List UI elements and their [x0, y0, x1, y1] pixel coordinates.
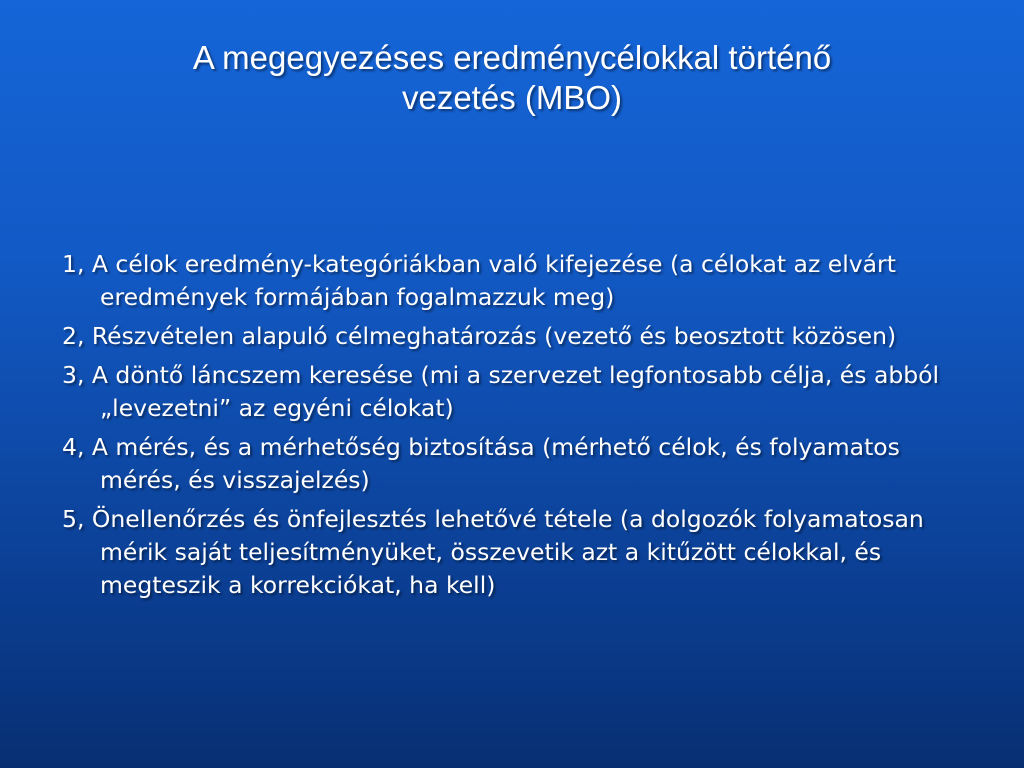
list-item: 4, A mérés, és a mérhetőség biztosítása (mérhető célok, és folyamatos mérés, és visszajelzés) — [62, 433, 900, 494]
slide-title-line-1: A megegyezéses eredménycélokkal történő — [192, 39, 832, 76]
content-list — [62, 248, 972, 608]
list-item: 5, Önellenőrzés és önfejlesztés lehetővé tétele (a dolgozók folyamatosan mérik saját teljesítményüket, összevetik azt a kitűzött célokkal, és megteszik a korrekciókat, ha kell) — [62, 505, 924, 599]
list-item: 2, Részvételen alapuló célmeghatározás (vezető és beosztott közösen) — [62, 322, 897, 350]
list-item: 1, A célok eredmény-kategóriákban való kifejezése (a célokat az elvárt eredmények formájában fogalmazzuk meg) — [62, 250, 896, 311]
slide-title — [60, 38, 964, 118]
list-item: 3, A döntő láncszem keresése (mi a szervezet legfontosabb célja, és abból „levezetni” az egyéni célokat) — [62, 361, 940, 422]
slide-title-line-2: vezetés (MBO) — [401, 79, 623, 116]
